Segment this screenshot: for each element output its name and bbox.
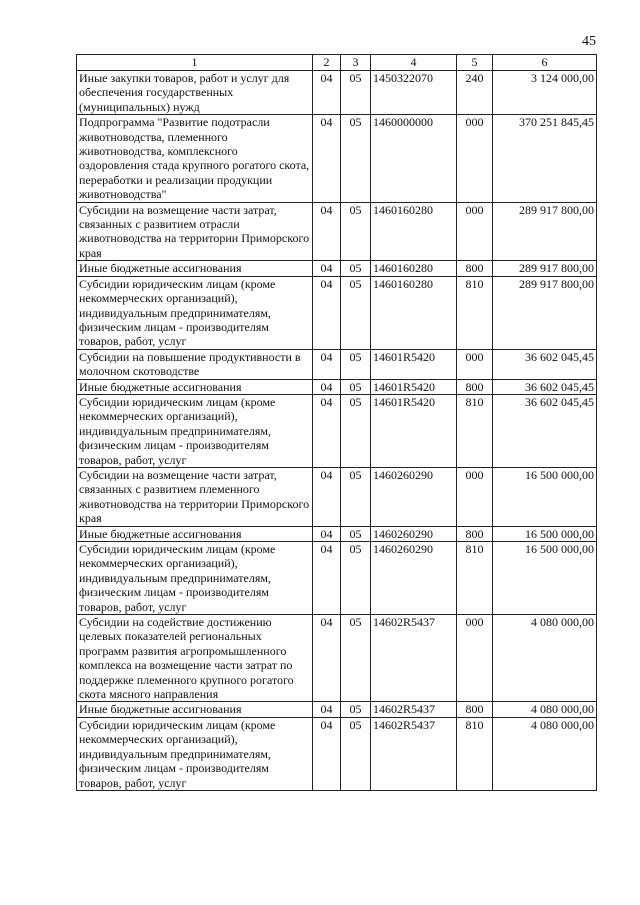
subsection-code-cell: 05 xyxy=(341,379,371,394)
subsection-code-cell: 05 xyxy=(341,526,371,541)
section-code-cell: 04 xyxy=(313,526,341,541)
target-article-cell: 1460160280 xyxy=(371,276,457,349)
expense-type-cell: 240 xyxy=(457,71,493,115)
subsection-code-cell: 05 xyxy=(341,394,371,467)
column-header: 2 xyxy=(313,55,341,71)
budget-table xyxy=(76,54,597,791)
expense-type-cell: 800 xyxy=(457,379,493,394)
target-article-cell: 1450322070 xyxy=(371,71,457,115)
row-name-cell: Субсидии юридическим лицам (кроме некоммерческих организаций), индивидуальным предпринимателям, физическим лицам - производителям товаров, работ, услуг xyxy=(77,542,313,615)
table-body xyxy=(77,71,597,791)
column-header: 5 xyxy=(457,55,493,71)
target-article-cell: 1460000000 xyxy=(371,115,457,202)
expense-type-cell: 810 xyxy=(457,717,493,790)
expense-type-cell: 000 xyxy=(457,202,493,261)
table-row xyxy=(77,115,597,202)
subsection-code-cell: 05 xyxy=(341,349,371,379)
row-name-cell: Субсидии на повышение продуктивности в молочном скотоводстве xyxy=(77,349,313,379)
expense-type-cell: 810 xyxy=(457,394,493,467)
row-name-cell: Подпрограмма "Развитие подотрасли животноводства, племенного животноводства, комплексного оздоровления стада крупного рогатого скота, переработки и реализации продукции животноводства" xyxy=(77,115,313,202)
section-code-cell: 04 xyxy=(313,702,341,717)
row-name-cell: Субсидии юридическим лицам (кроме некоммерческих организаций), индивидуальным предпринимателям, физическим лицам - производителям товаров, работ, услуг xyxy=(77,276,313,349)
subsection-code-cell: 05 xyxy=(341,717,371,790)
row-name-cell: Иные бюджетные ассигнования xyxy=(77,702,313,717)
expense-type-cell: 000 xyxy=(457,349,493,379)
expense-type-cell: 810 xyxy=(457,542,493,615)
section-code-cell: 04 xyxy=(313,71,341,115)
subsection-code-cell: 05 xyxy=(341,276,371,349)
expense-type-cell: 800 xyxy=(457,702,493,717)
column-header: 4 xyxy=(371,55,457,71)
subsection-code-cell: 05 xyxy=(341,467,371,526)
table-row xyxy=(77,717,597,790)
target-article-cell: 14602R5437 xyxy=(371,702,457,717)
table-row xyxy=(77,702,597,717)
section-code-cell: 04 xyxy=(313,349,341,379)
table-row xyxy=(77,542,597,615)
table-row xyxy=(77,615,597,702)
table-row xyxy=(77,379,597,394)
row-name-cell: Субсидии юридическим лицам (кроме некоммерческих организаций), индивидуальным предпринимателям, физическим лицам - производителям товаров, работ, услуг xyxy=(77,717,313,790)
expense-type-cell: 000 xyxy=(457,115,493,202)
amount-cell: 36 602 045,45 xyxy=(493,379,597,394)
expense-type-cell: 810 xyxy=(457,276,493,349)
target-article-cell: 1460260290 xyxy=(371,526,457,541)
table-row xyxy=(77,467,597,526)
expense-type-cell: 000 xyxy=(457,615,493,702)
amount-cell: 289 917 800,00 xyxy=(493,276,597,349)
amount-cell: 4 080 000,00 xyxy=(493,717,597,790)
table-row xyxy=(77,276,597,349)
section-code-cell: 04 xyxy=(313,276,341,349)
row-name-cell: Субсидии юридическим лицам (кроме некоммерческих организаций), индивидуальным предпринимателям, физическим лицам - производителям товаров, работ, услуг xyxy=(77,394,313,467)
amount-cell: 370 251 845,45 xyxy=(493,115,597,202)
row-name-cell: Иные закупки товаров, работ и услуг для обеспечения государственных (муниципальных) нужд xyxy=(77,71,313,115)
subsection-code-cell: 05 xyxy=(341,615,371,702)
target-article-cell: 1460260290 xyxy=(371,542,457,615)
target-article-cell: 14601R5420 xyxy=(371,349,457,379)
section-code-cell: 04 xyxy=(313,542,341,615)
amount-cell: 289 917 800,00 xyxy=(493,202,597,261)
target-article-cell: 14602R5437 xyxy=(371,717,457,790)
target-article-cell: 14601R5420 xyxy=(371,379,457,394)
row-name-cell: Субсидии на содействие достижению целевых показателей региональных программ развития агропромышленного комплекса на возмещение части затрат по поддержке племенного крупного рогатого скота мясного направления xyxy=(77,615,313,702)
section-code-cell: 04 xyxy=(313,261,341,276)
column-header: 6 xyxy=(493,55,597,71)
expense-type-cell: 800 xyxy=(457,261,493,276)
amount-cell: 4 080 000,00 xyxy=(493,615,597,702)
section-code-cell: 04 xyxy=(313,202,341,261)
table-row xyxy=(77,349,597,379)
row-name-cell: Иные бюджетные ассигнования xyxy=(77,261,313,276)
target-article-cell: 1460260290 xyxy=(371,467,457,526)
subsection-code-cell: 05 xyxy=(341,702,371,717)
table-row xyxy=(77,526,597,541)
section-code-cell: 04 xyxy=(313,467,341,526)
row-name-cell: Иные бюджетные ассигнования xyxy=(77,379,313,394)
table-row xyxy=(77,261,597,276)
target-article-cell: 14601R5420 xyxy=(371,394,457,467)
section-code-cell: 04 xyxy=(313,379,341,394)
amount-cell: 289 917 800,00 xyxy=(493,261,597,276)
row-name-cell: Субсидии на возмещение части затрат, связанных с развитием племенного животноводства на территории Приморского края xyxy=(77,467,313,526)
section-code-cell: 04 xyxy=(313,717,341,790)
column-header: 3 xyxy=(341,55,371,71)
row-name-cell: Субсидии на возмещение части затрат, связанных с развитием отрасли животноводства на территории Приморского края xyxy=(77,202,313,261)
amount-cell: 3 124 000,00 xyxy=(493,71,597,115)
amount-cell: 16 500 000,00 xyxy=(493,526,597,541)
subsection-code-cell: 05 xyxy=(341,71,371,115)
expense-type-cell: 800 xyxy=(457,526,493,541)
expense-type-cell: 000 xyxy=(457,467,493,526)
page-number: 45 xyxy=(582,34,596,49)
amount-cell: 16 500 000,00 xyxy=(493,542,597,615)
target-article-cell: 14602R5437 xyxy=(371,615,457,702)
subsection-code-cell: 05 xyxy=(341,542,371,615)
header-row xyxy=(77,55,597,71)
amount-cell: 16 500 000,00 xyxy=(493,467,597,526)
row-name-cell: Иные бюджетные ассигнования xyxy=(77,526,313,541)
amount-cell: 36 602 045,45 xyxy=(493,349,597,379)
amount-cell: 4 080 000,00 xyxy=(493,702,597,717)
table-row xyxy=(77,394,597,467)
subsection-code-cell: 05 xyxy=(341,202,371,261)
target-article-cell: 1460160280 xyxy=(371,261,457,276)
section-code-cell: 04 xyxy=(313,115,341,202)
section-code-cell: 04 xyxy=(313,615,341,702)
section-code-cell: 04 xyxy=(313,394,341,467)
amount-cell: 36 602 045,45 xyxy=(493,394,597,467)
table-row xyxy=(77,71,597,115)
target-article-cell: 1460160280 xyxy=(371,202,457,261)
table-row xyxy=(77,202,597,261)
table-header xyxy=(77,55,597,71)
column-header: 1 xyxy=(77,55,313,71)
subsection-code-cell: 05 xyxy=(341,115,371,202)
subsection-code-cell: 05 xyxy=(341,261,371,276)
